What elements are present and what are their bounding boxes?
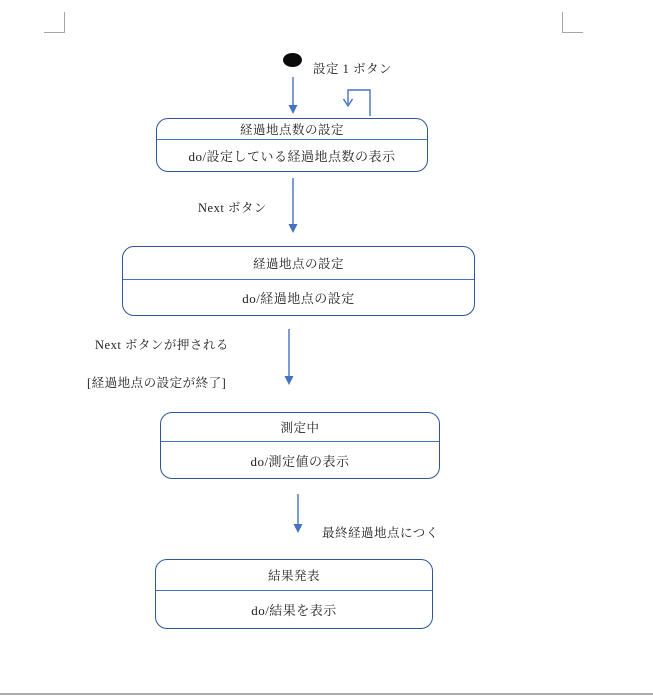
state-activity: do/設定している経過地点数の表示 bbox=[188, 149, 396, 164]
state-box-measuring bbox=[160, 412, 440, 479]
transition-arrow-state1-to-state2 bbox=[289, 178, 298, 233]
state-box-result-announcement bbox=[155, 559, 433, 629]
state-activity: do/測定値の表示 bbox=[250, 453, 350, 469]
state-title: 経過地点の設定 bbox=[123, 247, 474, 280]
state-box-waypoint-setting bbox=[122, 246, 475, 316]
state-title: 測定中 bbox=[161, 413, 439, 442]
transition-label-final-waypoint: 最終経過地点につく bbox=[322, 526, 439, 540]
transition-arrow-state3-to-state4 bbox=[294, 494, 303, 533]
transition-arrow-state2-to-state3 bbox=[285, 329, 294, 385]
transition-label-start-button: 設定 1 ボタン bbox=[313, 62, 393, 76]
state-activity: do/結果を表示 bbox=[251, 603, 337, 618]
state-box-waypoint-count-setting bbox=[156, 118, 428, 172]
margin-crop-mark-top-left bbox=[44, 12, 65, 33]
state-activity: do/経過地点の設定 bbox=[242, 291, 355, 306]
state-title: 経過地点数の設定 bbox=[157, 119, 427, 140]
transition-label-next-button: Next ボタン bbox=[198, 201, 267, 215]
page-bottom-edge bbox=[0, 693, 653, 695]
self-transition-arrow-state1 bbox=[344, 90, 371, 116]
transition-arrow-initial-to-state1 bbox=[289, 77, 298, 114]
state-title: 結果発表 bbox=[156, 560, 432, 591]
transition-guard-label: [経過地点の設定が終了] bbox=[87, 376, 227, 390]
margin-crop-mark-top-right bbox=[562, 12, 583, 33]
transition-label-next-pressed: Next ボタンが押される bbox=[95, 338, 229, 352]
initial-state-icon bbox=[283, 53, 302, 67]
